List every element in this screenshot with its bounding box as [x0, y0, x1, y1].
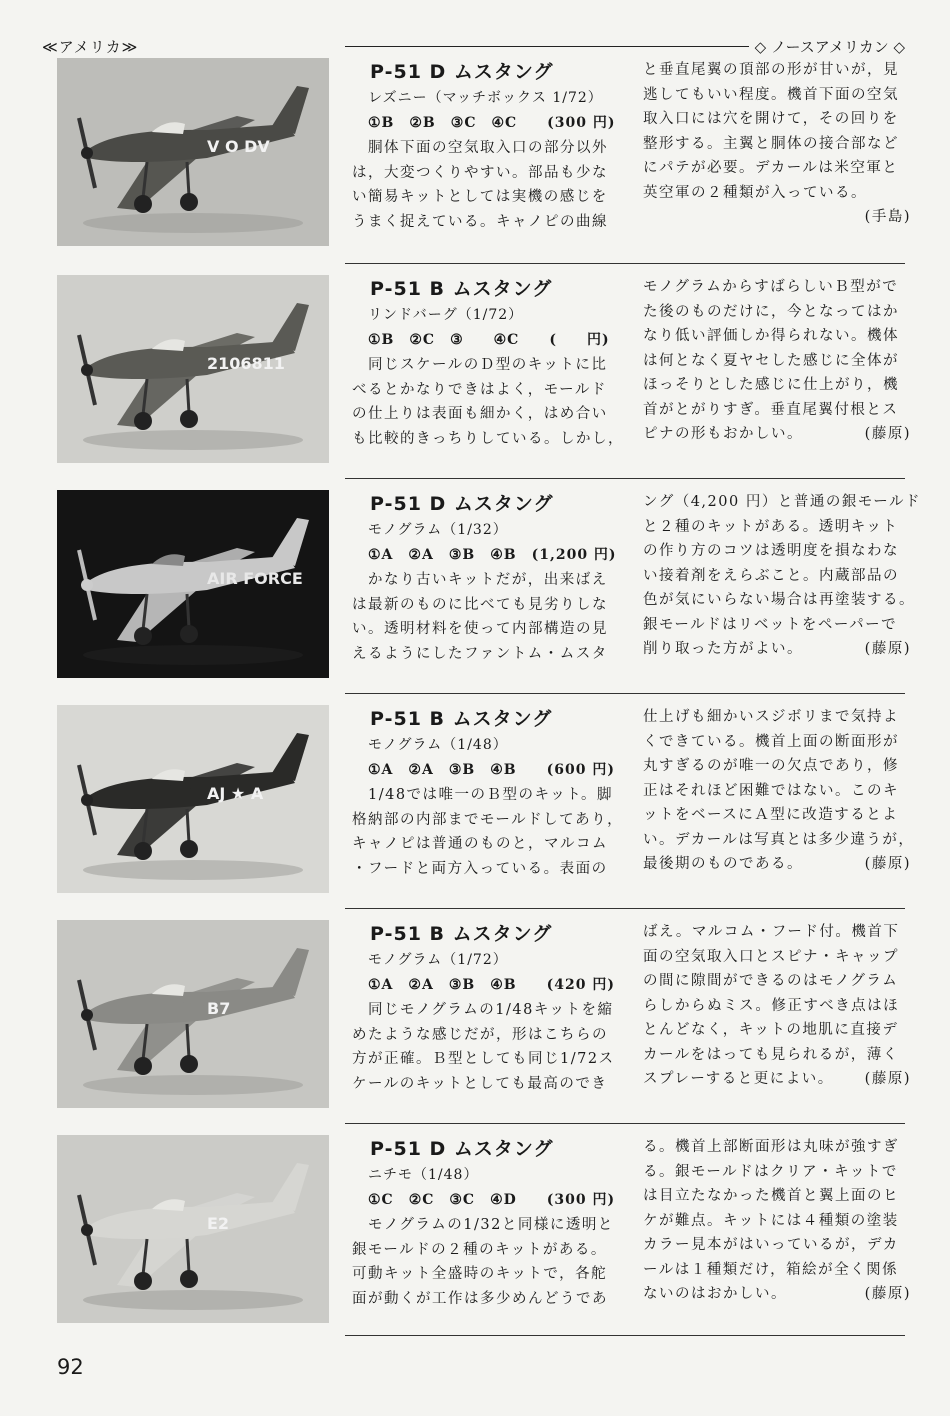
review-line: た後のものだけに，今となってはか [643, 303, 899, 320]
aircraft-model-illustration [57, 58, 329, 246]
review-text-continued [643, 58, 911, 230]
svg-text:2106811: 2106811 [207, 354, 285, 373]
kit-title: P-51 D ムスタング [370, 1138, 554, 1160]
kit-photo [57, 58, 329, 246]
review-line: ットをベースにＡ型に改造するとよ [643, 807, 899, 823]
review-line: ・フードと両方入っている。表面の [352, 860, 608, 877]
review-line: ケが難点。キットには４種類の塗装 [643, 1212, 899, 1229]
entry-divider [345, 1335, 905, 1336]
entry-divider [345, 263, 905, 264]
review-line: 面の空気取入口とスピナ・キャップ [643, 948, 899, 965]
review-line: 可動キット全盛時のキットで，各舵 [352, 1266, 608, 1282]
review-line: い接着剤をえらぶこと。内蔵部品の [643, 567, 899, 584]
review-line: 銀モールドはリベットをペーパーで [643, 616, 898, 633]
review-line: ング（4,200 円）と普通の銀モールド [643, 494, 921, 510]
review-line: らしからぬミス。修正すべき点はほ [643, 997, 900, 1014]
kit-rating: ①A ②A ③B ④B (1,200 円) [368, 547, 617, 563]
review-line: べるとかなりできはよく，モールド [352, 381, 607, 398]
review-line: 正はそれほど困難ではない。このキ [643, 782, 899, 799]
review-line: 丸すぎるのが唯一の欠点であり，修 [643, 758, 899, 774]
review-line: 最後期のものである。 [643, 856, 803, 872]
entry-divider [345, 478, 905, 479]
review-line: うまく捉えている。キャノピの曲線 [352, 213, 608, 230]
review-line: とんどなく，キットの地肌に直接デ [643, 1022, 899, 1038]
review-line: 整形する。主翼と胴体の接合部など [643, 135, 899, 152]
review-text [352, 783, 624, 881]
kit-rating: ①B ②B ③C ④C (300 円) [368, 115, 616, 131]
review-column-left [352, 490, 620, 666]
kit-entry [0, 920, 950, 1125]
review-line: かなり古いキットだが，出来ばえ [352, 572, 608, 588]
review-line: モノグラムの1/32と同様に透明と [352, 1217, 614, 1233]
review-column-left [352, 705, 624, 881]
kit-entry [0, 1135, 950, 1340]
review-line: 1/48では唯一のＢ型のキット。脚 [352, 787, 613, 803]
review-line: の仕上りは表面も細かく，はめ合い [352, 406, 608, 422]
kit-maker: モノグラム（1/48） [368, 737, 508, 753]
kit-maker: レズニー（マッチボックス 1/72） [368, 90, 603, 106]
kit-title: P-51 D ムスタング [370, 61, 554, 83]
review-text-continued [643, 705, 915, 877]
review-column-right [643, 705, 915, 877]
region-header: ≪アメリカ≫ [42, 38, 139, 56]
review-line: は目立たなかった機首と翼上面のヒ [643, 1188, 899, 1204]
review-line: なり低い評価しか得られない。機体 [643, 328, 899, 344]
review-column-right [643, 1135, 911, 1307]
page-number: 92 [57, 1355, 84, 1379]
review-line: えるようにしたファントム・ムスタ [352, 645, 608, 662]
kit-title: P-51 B ムスタング [370, 923, 553, 945]
svg-text:E2: E2 [207, 1214, 230, 1233]
review-line: い。透明材料を使って内部構造の見 [352, 621, 608, 637]
review-line: 仕上げも細かいスジボリまで気持よ [643, 709, 899, 725]
review-line: ピナの形もおかしい。 [643, 426, 803, 442]
review-author: (藤原) [864, 1286, 911, 1302]
review-line: 取入口には穴を開けて，その回りを [643, 111, 899, 127]
kit-maker: リンドバーグ（1/72） [368, 307, 524, 323]
review-line: る。銀モールドはクリア・キットで [643, 1163, 898, 1180]
review-line: にパテが必要。デカールは米空軍と [643, 160, 899, 176]
review-column-right [643, 490, 921, 662]
review-line: の作り方のコツは透明度を損なわな [643, 543, 899, 559]
review-line: カールをはっても見られるが，薄く [643, 1046, 899, 1063]
svg-text:B7: B7 [207, 999, 231, 1018]
kit-photo [57, 1135, 329, 1323]
aircraft-model-illustration [57, 920, 329, 1108]
review-column-left [352, 275, 624, 451]
review-line: 削り取った方がよい。 [643, 641, 803, 657]
review-line: 銀モールドの２種のキットがある。 [352, 1241, 607, 1258]
review-column-left [352, 1135, 620, 1311]
review-author: (藤原) [864, 426, 911, 442]
entry-divider [345, 693, 905, 694]
review-line: 同じモノグラムの1/48キットを縮 [352, 1002, 614, 1018]
review-line: い簡易キットとしては実機の感じを [352, 189, 608, 205]
kit-photo [57, 275, 329, 463]
kit-rating: ①A ②A ③B ④B (420 円) [368, 977, 615, 993]
review-text [352, 353, 624, 451]
review-text-continued [643, 1135, 911, 1307]
review-line: 英空軍の２種類が入っている。 [643, 184, 867, 201]
review-column-left [352, 58, 620, 234]
kit-rating: ①B ②C ③ ④C ( 円) [368, 332, 610, 348]
svg-text:AJ ★ A: AJ ★ A [207, 784, 264, 803]
review-line: い。デカールは写真とは多少違うが， [643, 831, 915, 848]
review-text-continued [643, 275, 911, 447]
review-line: モノグラムからすばらしいＢ型がで [643, 279, 899, 295]
review-line: は何となく夏ヤセした感じに全体が [643, 352, 899, 369]
aircraft-model-illustration [57, 490, 329, 678]
review-line: 胴体下面の空気取入口の部分以外 [352, 140, 608, 156]
kit-photo [57, 490, 329, 678]
review-line: 首がとがりすぎ。垂直尾翼付根とス [643, 401, 899, 418]
review-line: くできている。機首上面の断面形が [643, 733, 899, 750]
review-author: (手島) [864, 209, 911, 225]
review-line: ないのはおかしい。 [643, 1286, 787, 1302]
review-text [352, 568, 620, 666]
aircraft-model-illustration [57, 705, 329, 893]
kit-entry [0, 490, 950, 695]
review-text [352, 998, 620, 1096]
kit-maker: ニチモ（1/48） [368, 1167, 479, 1183]
review-text-continued [643, 490, 921, 662]
aircraft-model-illustration [57, 1135, 329, 1323]
review-line: 方が正確。Ｂ型としても同じ1/72ス [352, 1051, 615, 1067]
review-line: ールは１種類だけ，箱絵が全く関係 [643, 1261, 899, 1278]
entry-divider [345, 908, 905, 909]
review-line: の間に隙間ができるのはモノグラム [643, 973, 899, 989]
aircraft-model-illustration [57, 275, 329, 463]
maker-header [345, 36, 905, 56]
review-author: (藤原) [864, 641, 911, 657]
maker-header-label: ◇ ノースアメリカン ◇ [754, 37, 905, 56]
review-line: も比較的きっちりしている。しかし， [352, 430, 624, 447]
review-author: (藤原) [864, 1071, 911, 1087]
kit-maker: モノグラム（1/72） [368, 952, 508, 968]
kit-title: P-51 B ムスタング [370, 278, 553, 300]
review-column-left [352, 920, 620, 1096]
review-column-right [643, 275, 911, 447]
kit-title: P-51 D ムスタング [370, 493, 554, 515]
kit-entry [0, 58, 950, 263]
review-line: めたような感じだが，形はこちらの [352, 1026, 608, 1043]
kit-photo [57, 705, 329, 893]
review-line: 同じスケールのＤ型のキットに比 [352, 357, 608, 373]
review-line: 格納部の内部までモールドしてあり， [352, 811, 624, 828]
review-line: 色が気にいらない場合は再塗装する。 [643, 592, 915, 608]
review-line: る。機首上部断面形は丸味が強すぎ [643, 1139, 899, 1155]
review-line: カラー見本がはいっているが，デカ [643, 1237, 899, 1253]
review-line: キャノピは普通のものと，マルコム [352, 836, 608, 852]
review-line: ばえ。マルコム・フード付。機首下 [643, 924, 900, 940]
review-text-continued [643, 920, 911, 1092]
kit-photo [57, 920, 329, 1108]
kit-rating: ①A ②A ③B ④B (600 円) [368, 762, 615, 778]
review-text [352, 1213, 620, 1311]
kit-rating: ①C ②C ③C ④D (300 円) [368, 1192, 616, 1208]
kit-title: P-51 B ムスタング [370, 708, 553, 730]
entry-divider [345, 1123, 905, 1124]
review-author: (藤原) [864, 856, 911, 872]
review-line: 逃してもいい程度。機首下面の空気 [643, 86, 899, 103]
svg-text:V O DV: V O DV [207, 137, 270, 156]
review-line: と２種のキットがある。透明キット [643, 518, 899, 535]
review-text [352, 136, 620, 234]
kit-entry [0, 275, 950, 480]
kit-entry [0, 705, 950, 910]
review-line: スプレーすると更によい。 [643, 1071, 834, 1087]
review-line: 面が動くが工作は多少めんどうであ [352, 1290, 608, 1307]
review-column-right [643, 58, 911, 230]
review-column-right [643, 920, 911, 1092]
svg-text:AIR FORCE: AIR FORCE [207, 569, 303, 588]
review-line: は，大変つくりやすい。部品も少な [352, 164, 608, 181]
review-line: と垂直尾翼の頂部の形が甘いが，見 [643, 62, 899, 78]
header-rule [345, 46, 749, 47]
kit-maker: モノグラム（1/32） [368, 522, 508, 538]
review-line: ケールのキットとしても最高のでき [352, 1075, 608, 1092]
review-line: ほっそりとした感じに仕上がり，機 [643, 377, 899, 393]
review-line: は最新のものに比べても見劣りしな [352, 596, 608, 613]
